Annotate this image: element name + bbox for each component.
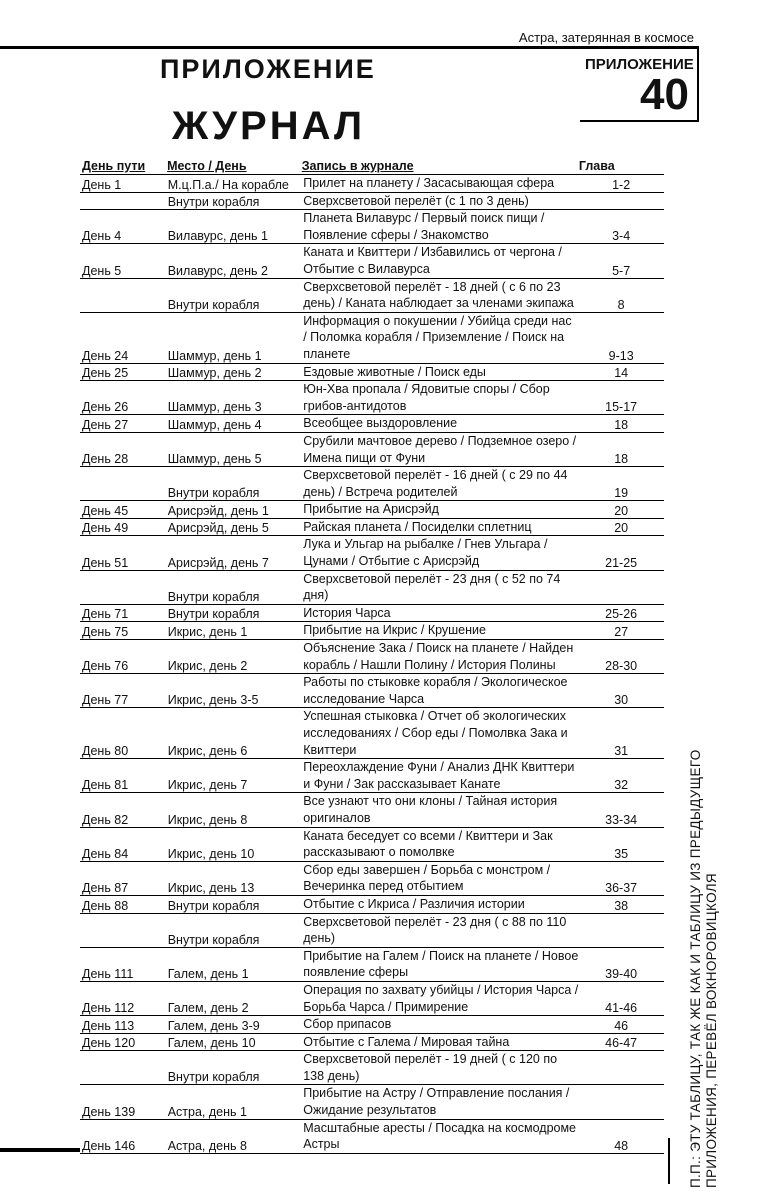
table-row — [80, 605, 664, 623]
table-row — [80, 175, 664, 193]
table-row — [80, 1016, 664, 1034]
cell-day: День 1 — [82, 177, 122, 192]
badge-underline — [580, 120, 697, 122]
table-row — [80, 381, 664, 415]
cell-place: Галем, день 1 — [167, 966, 249, 981]
table-row — [80, 948, 664, 982]
cell-chapter: 35 — [614, 846, 629, 861]
table-row — [80, 467, 664, 501]
cell-chapter: 8 — [617, 297, 625, 312]
cell-entry: Прилет на планету / Засасывающая сфера — [303, 176, 555, 190]
cell-chapter: 48 — [614, 1138, 629, 1153]
cell-entry: Сбор припасов — [303, 1017, 392, 1032]
cell-entry: Сверхсветовой перелёт - 23 дня ( с 88 по 110 день) — [303, 914, 567, 946]
cell-entry: Прибытие на Галем / Поиск на планете / Новое появление сферы — [303, 948, 579, 980]
cell-day: День 84 — [82, 846, 129, 861]
cell-day: День 45 — [82, 503, 129, 518]
cell-place: Икрис, день 7 — [167, 778, 248, 793]
footer-rule — [0, 1148, 80, 1152]
cell-entry: Ездовые животные / Поиск еды — [303, 364, 486, 379]
table-row — [80, 982, 664, 1016]
cell-chapter: 46-47 — [605, 1036, 638, 1051]
table-row — [80, 793, 664, 827]
column-header-chapter: Глава — [578, 159, 615, 173]
cell-day: День 82 — [82, 812, 129, 827]
table-row — [80, 519, 664, 537]
cell-entry: Объяснение Зака / Поиск на планете / Найден корабль / Нашли Полину / История Полины — [303, 641, 574, 672]
cell-place: Вилавурс, день 1 — [167, 229, 268, 244]
cell-entry: Каната беседует со всеми / Квиттери и Зак рассказывают о помолвке — [303, 828, 553, 860]
column-header-place: Место / День — [167, 159, 247, 173]
cell-place: Икрис, день 10 — [167, 846, 255, 861]
side-note-bar — [668, 1138, 670, 1184]
cell-chapter: 20 — [614, 503, 629, 518]
cell-day: День 71 — [82, 607, 129, 622]
table-row — [80, 1120, 664, 1154]
cell-place: Икрис, день 1 — [167, 625, 248, 640]
table-row — [80, 640, 664, 674]
cell-chapter: 33-34 — [605, 812, 638, 827]
cell-place: Арисрэйд, день 5 — [167, 521, 269, 536]
table-row — [80, 433, 664, 467]
cell-place: Астра, день 8 — [167, 1138, 247, 1153]
cell-entry: Прибытие на Астру / Отправление послания / Ожидание результатов — [303, 1086, 570, 1118]
table-row — [80, 501, 664, 519]
cell-day: День 76 — [82, 659, 129, 674]
cell-day: День 25 — [82, 366, 129, 381]
cell-place: Шаммур, день 4 — [167, 417, 262, 432]
cell-day: День 5 — [82, 263, 122, 278]
cell-chapter: 46 — [614, 1018, 629, 1033]
cell-day: День 26 — [82, 400, 129, 415]
cell-day: День 51 — [82, 555, 129, 570]
cell-day: День 28 — [82, 452, 129, 467]
cell-place: Внутри корабля — [167, 589, 260, 604]
table-row — [80, 1085, 664, 1119]
cell-entry: Сверхсветовой перелёт - 23 дня ( с 52 по 74 дня) — [303, 571, 561, 603]
cell-chapter: 27 — [614, 625, 629, 640]
cell-place: Внутри корабля — [167, 607, 260, 622]
appendix-badge-number: 40 — [640, 70, 689, 119]
cell-place: Шаммур, день 2 — [167, 366, 262, 381]
cell-chapter: 31 — [614, 744, 629, 759]
appendix-heading: ПРИЛОЖЕНИЕ — [160, 54, 376, 84]
table-row — [80, 571, 664, 605]
table-row — [80, 914, 664, 948]
cell-chapter: 32 — [614, 778, 629, 793]
table-row — [80, 313, 664, 364]
table-row — [80, 828, 664, 862]
cell-place: Шаммур, день 3 — [167, 400, 262, 415]
cell-day: День 24 — [82, 348, 129, 363]
cell-day: День 112 — [82, 1001, 135, 1016]
cell-day: День 4 — [82, 229, 122, 244]
cell-chapter: 5-7 — [612, 263, 631, 278]
cell-chapter: 30 — [614, 693, 629, 708]
cell-entry: Прибытие на Арисрэйд — [303, 502, 439, 517]
cell-place: Галем, день 2 — [167, 1001, 249, 1016]
cell-entry: Отбытие с Икриса / Различия истории — [303, 896, 525, 911]
cell-place: Икрис, день 3-5 — [167, 693, 259, 708]
cell-entry: Сверхсветовой перелёт - 19 дней ( с 120 по 138 день) — [303, 1052, 558, 1083]
cell-place: Внутри корабля — [167, 486, 260, 501]
table-header — [80, 158, 664, 175]
cell-chapter: 28-30 — [605, 659, 638, 674]
cell-chapter: 25-26 — [605, 607, 638, 622]
cell-place: Внутри корабля — [167, 1070, 260, 1085]
table-body — [80, 175, 664, 1154]
table-row — [80, 1051, 664, 1085]
table-row — [80, 1034, 664, 1052]
cell-place: Внутри корабля — [167, 195, 260, 210]
cell-chapter: 19 — [614, 486, 629, 501]
cell-entry: Переохлаждение Фуни / Анализ ДНК Квиттери и Фуни / Зак рассказывает Канате — [303, 760, 575, 791]
table-row — [80, 674, 664, 708]
appendix-badge-label: ПРИЛОЖЕНИЕ — [585, 56, 694, 73]
journal-table — [80, 158, 664, 1154]
cell-place: Внутри корабля — [167, 297, 260, 312]
cell-chapter: 3-4 — [612, 229, 631, 244]
cell-chapter: 39-40 — [605, 966, 638, 981]
cell-day: День 77 — [82, 693, 129, 708]
badge-divider — [697, 46, 699, 122]
cell-place: Арисрэйд, день 7 — [167, 555, 269, 570]
table-row — [80, 279, 664, 313]
column-header-day: День пути — [82, 159, 146, 173]
cell-entry: Все узнают что они клоны / Тайная история оригиналов — [303, 794, 558, 825]
cell-place: Галем, день 10 — [167, 1036, 256, 1051]
cell-place: Икрис, день 8 — [167, 812, 248, 827]
cell-entry: Сверхсветовой перелёт (с 1 по 3 день) — [303, 193, 529, 208]
cell-chapter: 18 — [614, 417, 629, 432]
table-row — [80, 210, 664, 244]
cell-day: День 81 — [82, 778, 129, 793]
cell-chapter: 9-13 — [608, 348, 634, 363]
cell-place: Внутри корабля — [167, 932, 260, 947]
book-title: Астра, затерянная в космосе — [518, 30, 694, 45]
cell-entry: Всеобщее выздоровление — [303, 416, 458, 431]
cell-entry: Информация о покушении / Убийца среди нас / Поломка корабля / Приземление / Поиск на планете — [303, 313, 572, 361]
cell-entry: Срубили мачтовое дерево / Подземное озеро / Имена пищи от Фуни — [303, 433, 577, 465]
cell-place: Вилавурс, день 2 — [167, 263, 268, 278]
cell-entry: Каната и Квиттери / Избавились от чергона / Отбытие с Вилавурса — [303, 245, 562, 276]
cell-place: Шаммур, день 5 — [167, 452, 262, 467]
translator-note: П.П.: ЭТУ ТАБЛИЦУ, ТАК ЖЕ КАК И ТАБЛИЦУ ИЗ ПРЕДЫДУЩЕГО ПРИЛОЖЕНИЯ, ПЕРЕВЁЛ ВОКНОРОВИЦКОЛЯ — [688, 749, 719, 1188]
cell-day: День 139 — [82, 1104, 136, 1119]
cell-chapter: 14 — [614, 366, 629, 381]
cell-entry: Планета Вилавурс / Первый поиск пищи / Появление сферы / Знакомство — [303, 211, 545, 242]
cell-place: Внутри корабля — [167, 898, 260, 913]
column-header-entry: Запись в журнале — [301, 159, 414, 173]
cell-entry: Успешная стыковка / Отчет об экологических исследованиях / Сбор еды / Помолвка Зака и Квиттери — [303, 709, 568, 757]
cell-entry: Работы по стыковке корабля / Экологическое исследование Чарса — [303, 675, 568, 706]
cell-chapter: 18 — [614, 452, 629, 467]
table-row — [80, 244, 664, 278]
cell-chapter: 36-37 — [605, 880, 638, 895]
cell-chapter: 21-25 — [605, 555, 638, 570]
table-row — [80, 896, 664, 914]
cell-place: Икрис, день 6 — [167, 744, 248, 759]
cell-day: День 120 — [82, 1036, 136, 1051]
cell-entry: Прибытие на Икрис / Крушение — [303, 623, 486, 638]
cell-day: День 111 — [82, 966, 134, 981]
cell-day: День 113 — [82, 1018, 135, 1033]
table-row — [80, 862, 664, 896]
cell-place: М.ц.П.а./ На корабле — [167, 177, 289, 192]
cell-entry: Лука и Ульгар на рыбалке / Гнев Ульгара / Цунами / Отбытие с Арисрэйд — [303, 537, 548, 569]
cell-day: День 49 — [82, 521, 129, 536]
cell-chapter: 15-17 — [605, 400, 638, 415]
cell-day: День 146 — [82, 1138, 136, 1153]
cell-entry: Сбор еды завершен / Борьба с монстром / Вечеринка перед отбытием — [303, 862, 551, 894]
cell-entry: Сверхсветовой перелёт - 16 дней ( с 29 по 44 день) / Встреча родителей — [303, 468, 568, 499]
cell-entry: Операция по захвату убийцы / История Чарса / Борьба Чарса / Примирение — [303, 982, 579, 1014]
cell-chapter: 41-46 — [605, 1001, 638, 1016]
table-row — [80, 536, 664, 570]
cell-place: Икрис, день 2 — [167, 659, 248, 674]
table-row — [80, 364, 664, 382]
cell-day: День 75 — [82, 625, 129, 640]
cell-chapter: 20 — [614, 521, 629, 536]
cell-entry: Юн-Хва пропала / Ядовитые споры / Сбор грибов-антидотов — [303, 382, 550, 413]
cell-place: Арисрэйд, день 1 — [167, 503, 269, 518]
cell-place: Икрис, день 13 — [167, 880, 255, 895]
table-row — [80, 759, 664, 793]
page-title: ЖУРНАЛ — [172, 104, 366, 148]
cell-chapter: 1-2 — [612, 177, 631, 192]
cell-place: Астра, день 1 — [167, 1104, 247, 1119]
cell-entry: Отбытие с Галема / Мировая тайна — [303, 1034, 510, 1049]
table-row — [80, 622, 664, 640]
cell-place: Галем, день 3-9 — [167, 1018, 260, 1033]
table-row — [80, 193, 664, 211]
cell-entry: Масштабные аресты / Посадка на космодроме Астры — [303, 1120, 577, 1152]
header-rule — [0, 46, 697, 49]
cell-day: День 87 — [82, 880, 129, 895]
cell-chapter: 38 — [614, 898, 629, 913]
cell-day: День 88 — [82, 898, 129, 913]
cell-day: День 27 — [82, 417, 129, 432]
cell-entry: История Чарса — [303, 605, 391, 620]
table-row — [80, 415, 664, 433]
cell-entry: Сверхсветовой перелёт - 18 дней ( с 6 по 23 день) / Каната наблюдает за членами экипажа — [303, 279, 574, 311]
cell-entry: Райская планета / Посиделки сплетниц — [303, 519, 532, 534]
table-row — [80, 708, 664, 759]
cell-day: День 80 — [82, 744, 129, 759]
cell-place: Шаммур, день 1 — [167, 348, 262, 363]
